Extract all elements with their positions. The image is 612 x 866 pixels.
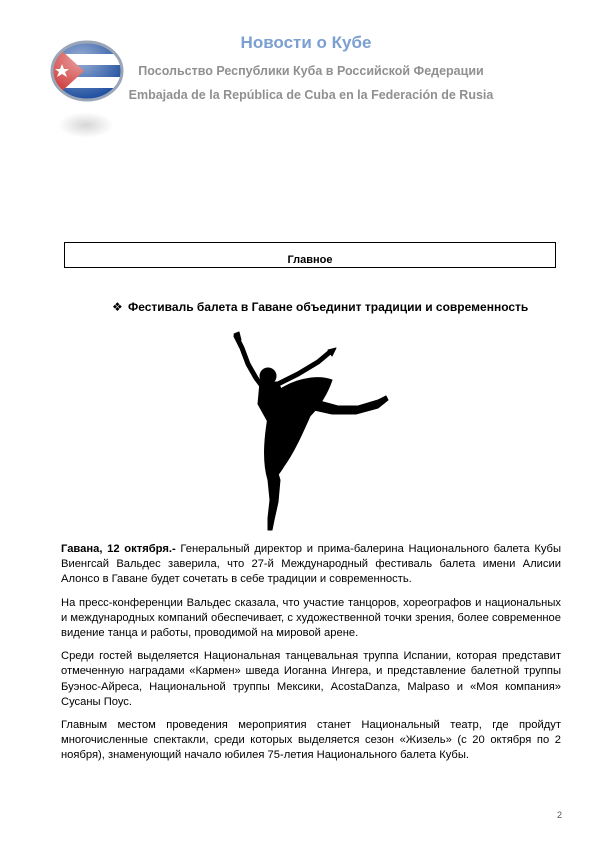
section-label: Главное (287, 254, 333, 266)
newsletter-title: Новости о Кубе (240, 33, 372, 52)
article-paragraph-1 (61, 542, 561, 588)
article-dateline: Гавана, 12 октября.- (61, 543, 176, 555)
article-paragraph-4: Главным местом проведения мероприятия станет Национальный театр, где пройдут многочисленные спектакли, среди которых выделяется сезон «Жизель» (с 20 октября по 2 ноября), знаменующий начало юбилея 75-летия Национального балета Кубы. (61, 719, 561, 762)
article-paragraph-2: На пресс-конференции Вальдес сказала, что участие танцоров, хореографов и национальных и международных компаний обеспечивает, с художественной точки зрения, более современное видение танца и работы, проводимой на мировой арене. (61, 596, 561, 640)
article-body (61, 542, 561, 772)
ballerina-silhouette-icon (228, 330, 390, 534)
embassy-name-spanish: Embajada de la República de Cuba en la Federación de Rusia (128, 88, 494, 102)
article-paragraph-3: Среди гостей выделяется Национальная танцевальная труппа Испании, которая представит отмеченную наградами «Кармен» шведа Иоганна Ингера, и представление балетной труппы Буэнос-Айреса, Национальной труппы Мексики, AcostaDanza, Malpaso и «Моя компания» Сусаны Поус. (61, 650, 561, 708)
article-paragraph-1-text: Генеральный директор и прима-балерина Национального балета Кубы Виенгсай Вальдес заверила, что 27-й Международный фестиваль балета имени Алисии Алонсо в Гаване будет сочетать в себе традиции и современность. (61, 543, 562, 586)
page-number: 2 (556, 810, 562, 820)
article-headline (112, 300, 528, 314)
logo-reflection (58, 112, 114, 138)
ballerina-image (228, 330, 390, 534)
section-header-box (64, 242, 556, 268)
article-headline-text: Фестиваль балета в Гаване объединит традиции и современность (128, 300, 529, 314)
diamond-bullet-icon: ❖ (112, 300, 123, 314)
embassy-name-russian: Посольство Республики Куба в Российской Федерации (138, 64, 484, 78)
